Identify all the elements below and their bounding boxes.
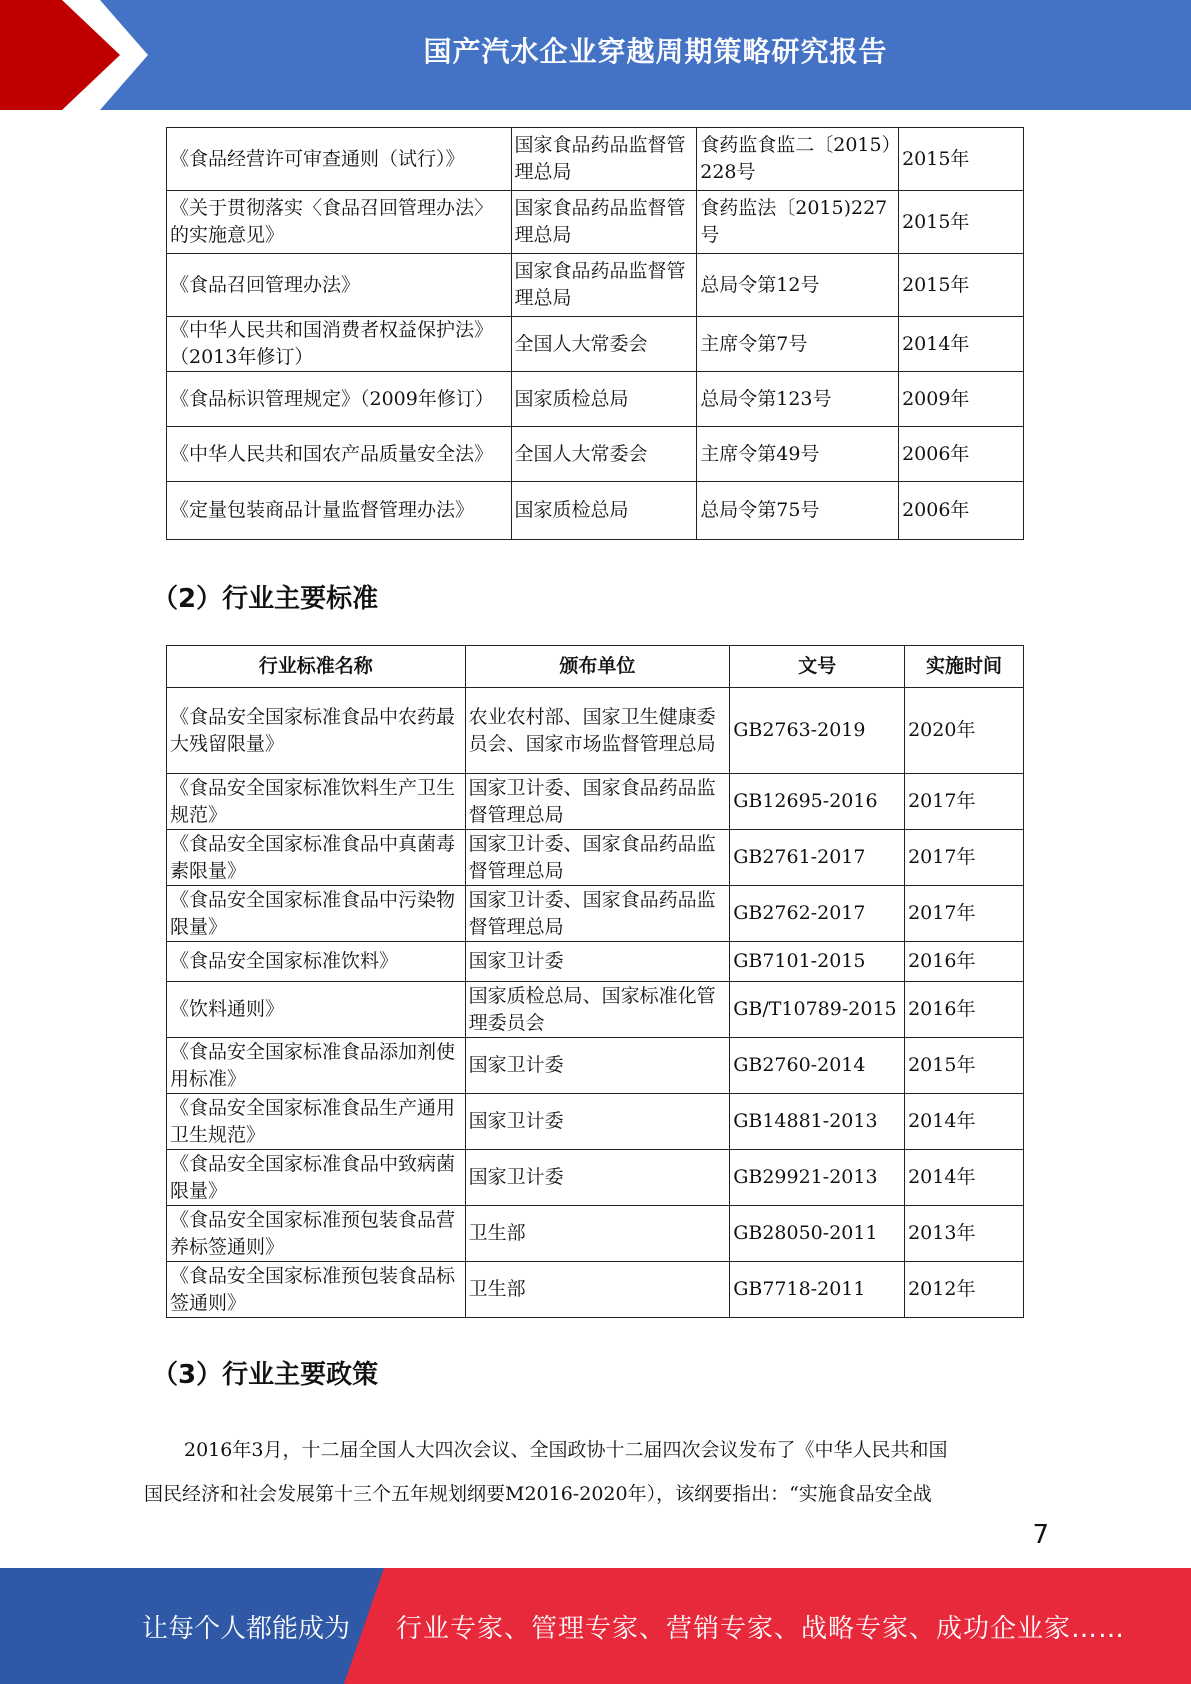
table-cell: 《食品召回管理办法》 xyxy=(167,254,512,317)
table-cell: 国家卫计委 xyxy=(465,942,730,982)
table-row xyxy=(167,688,1024,774)
table-cell: 全国人大常委会 xyxy=(511,317,697,372)
page-header xyxy=(0,0,1191,110)
table-row xyxy=(167,830,1024,886)
table-cell: 2016年 xyxy=(905,982,1024,1038)
table-cell: 国家食品药品监督管理总局 xyxy=(511,254,697,317)
table-cell: 《食品安全国家标准食品生产通用卫生规范》 xyxy=(167,1094,466,1150)
table-cell: 2014年 xyxy=(899,317,1024,372)
policy-paragraph xyxy=(144,1428,1044,1516)
table-row xyxy=(167,982,1024,1038)
column-header-name: 行业标准名称 xyxy=(167,646,466,688)
footer-slogan-left: 让每个人都能成为 xyxy=(142,1614,351,1644)
table-cell: 《饮料通则》 xyxy=(167,982,466,1038)
table-cell: 国家质检总局 xyxy=(511,372,697,427)
paragraph-line: 国民经济和社会发展第十三个五年规划纲要M2016-2020年），该纲要指出：“实施食品安全战 xyxy=(144,1483,932,1505)
table-cell: 国家卫计委、国家食品药品监督管理总局 xyxy=(465,830,730,886)
table-cell: 2009年 xyxy=(899,372,1024,427)
table-cell: 2013年 xyxy=(905,1206,1024,1262)
table-cell: 总局令第75号 xyxy=(697,482,899,540)
table-cell: 主席令第49号 xyxy=(697,427,899,482)
table-cell: 卫生部 xyxy=(465,1262,730,1318)
table-row xyxy=(167,1094,1024,1150)
table-cell: 2014年 xyxy=(905,1094,1024,1150)
table-cell: 2017年 xyxy=(905,774,1024,830)
table-cell: 2017年 xyxy=(905,830,1024,886)
table-row xyxy=(167,317,1024,372)
table-cell: 国家卫计委 xyxy=(465,1094,730,1150)
table-cell: GB2760-2014 xyxy=(730,1038,905,1094)
table-cell: GB29921-2013 xyxy=(730,1150,905,1206)
table-cell: GB2763-2019 xyxy=(730,688,905,774)
table-cell: 2006年 xyxy=(899,482,1024,540)
table-cell: GB2762-2017 xyxy=(730,886,905,942)
table-cell: 国家卫计委、国家食品药品监督管理总局 xyxy=(465,774,730,830)
table-cell: 2015年 xyxy=(899,191,1024,254)
table-cell: 国家卫计委、国家食品药品监督管理总局 xyxy=(465,886,730,942)
table-cell: GB14881-2013 xyxy=(730,1094,905,1150)
table-row xyxy=(167,774,1024,830)
table-header-row xyxy=(167,646,1024,688)
table-row xyxy=(167,482,1024,540)
regulations-table xyxy=(166,127,1024,540)
table-cell: 2006年 xyxy=(899,427,1024,482)
table-cell: 2014年 xyxy=(905,1150,1024,1206)
table-row xyxy=(167,427,1024,482)
table-row xyxy=(167,191,1024,254)
table-cell: GB7101-2015 xyxy=(730,942,905,982)
table-cell: 《食品安全国家标准食品添加剂使用标准》 xyxy=(167,1038,466,1094)
table-cell: 《定量包装商品计量监督管理办法》 xyxy=(167,482,512,540)
table-cell: GB/T10789-2015 xyxy=(730,982,905,1038)
table-cell: 《食品安全国家标准食品中污染物限量》 xyxy=(167,886,466,942)
table-cell: 《食品安全国家标准饮料生产卫生规范》 xyxy=(167,774,466,830)
table-cell: 卫生部 xyxy=(465,1206,730,1262)
table-cell: GB7718-2011 xyxy=(730,1262,905,1318)
table-cell: 食药监法〔2015)227号 xyxy=(697,191,899,254)
table-cell: 《食品安全国家标准饮料》 xyxy=(167,942,466,982)
table-cell: 2015年 xyxy=(899,128,1024,191)
report-title: 国产汽水企业穿越周期策略研究报告 xyxy=(423,35,888,68)
table-cell: 《中华人民共和国农产品质量安全法》 xyxy=(167,427,512,482)
table-cell: GB12695-2016 xyxy=(730,774,905,830)
table-cell: 《食品安全国家标准食品中真菌毒素限量》 xyxy=(167,830,466,886)
table-row xyxy=(167,254,1024,317)
table-row xyxy=(167,128,1024,191)
table-cell: 《食品安全国家标准食品中致病菌限量》 xyxy=(167,1150,466,1206)
table-cell: 国家质检总局、国家标准化管理委员会 xyxy=(465,982,730,1038)
table-cell: 《中华人民共和国消费者权益保护法》（2013年修订） xyxy=(167,317,512,372)
table-row xyxy=(167,886,1024,942)
page-number: 7 xyxy=(1032,1520,1049,1550)
table-cell: 《食品经营许可审查通则（试行）》 xyxy=(167,128,512,191)
table-cell: GB28050-2011 xyxy=(730,1206,905,1262)
table-row xyxy=(167,1150,1024,1206)
table-row xyxy=(167,1262,1024,1318)
table-cell: 国家卫计委 xyxy=(465,1150,730,1206)
table-cell: 全国人大常委会 xyxy=(511,427,697,482)
page-footer xyxy=(0,1568,1191,1684)
table-cell: 2015年 xyxy=(905,1038,1024,1094)
table-cell: 食药监食监二〔2015）228号 xyxy=(697,128,899,191)
table-row xyxy=(167,1038,1024,1094)
footer-slogan-right: 行业专家、管理专家、营销专家、战略专家、成功企业家…… xyxy=(396,1614,1126,1644)
table-cell: 《食品安全国家标准食品中农药最大残留限量》 xyxy=(167,688,466,774)
table-cell: GB2761-2017 xyxy=(730,830,905,886)
table-row xyxy=(167,1206,1024,1262)
table-cell: 2016年 xyxy=(905,942,1024,982)
table-cell: 总局令第123号 xyxy=(697,372,899,427)
section-heading-policies: （3）行业主要政策 xyxy=(152,1360,379,1390)
column-header-effective-date: 实施时间 xyxy=(905,646,1024,688)
section-heading-standards: （2）行业主要标准 xyxy=(152,584,379,614)
table-cell: 农业农村部、国家卫生健康委员会、国家市场监督管理总局 xyxy=(465,688,730,774)
table-cell: 《食品安全国家标准预包装食品营养标签通则》 xyxy=(167,1206,466,1262)
table-cell: 总局令第12号 xyxy=(697,254,899,317)
table-cell: 2012年 xyxy=(905,1262,1024,1318)
table-cell: 国家质检总局 xyxy=(511,482,697,540)
column-header-doc-number: 文号 xyxy=(730,646,905,688)
table-cell: 《食品安全国家标准预包装食品标签通则》 xyxy=(167,1262,466,1318)
table-cell: 国家食品药品监督管理总局 xyxy=(511,128,697,191)
table-cell: 2015年 xyxy=(899,254,1024,317)
table-cell: 2017年 xyxy=(905,886,1024,942)
table-row xyxy=(167,372,1024,427)
table-cell: 国家卫计委 xyxy=(465,1038,730,1094)
table-cell: 《食品标识管理规定》（2009年修订） xyxy=(167,372,512,427)
table-cell: 《关于贯彻落实〈食品召回管理办法〉的实施意见》 xyxy=(167,191,512,254)
table-cell: 2020年 xyxy=(905,688,1024,774)
column-header-issuer: 颁布单位 xyxy=(465,646,730,688)
paragraph-line: 2016年3月，十二届全国人大四次会议、全国政协十二届四次会议发布了《中华人民共和国 xyxy=(184,1439,948,1461)
standards-table xyxy=(166,645,1024,1318)
table-cell: 国家食品药品监督管理总局 xyxy=(511,191,697,254)
table-cell: 主席令第7号 xyxy=(697,317,899,372)
table-row xyxy=(167,942,1024,982)
